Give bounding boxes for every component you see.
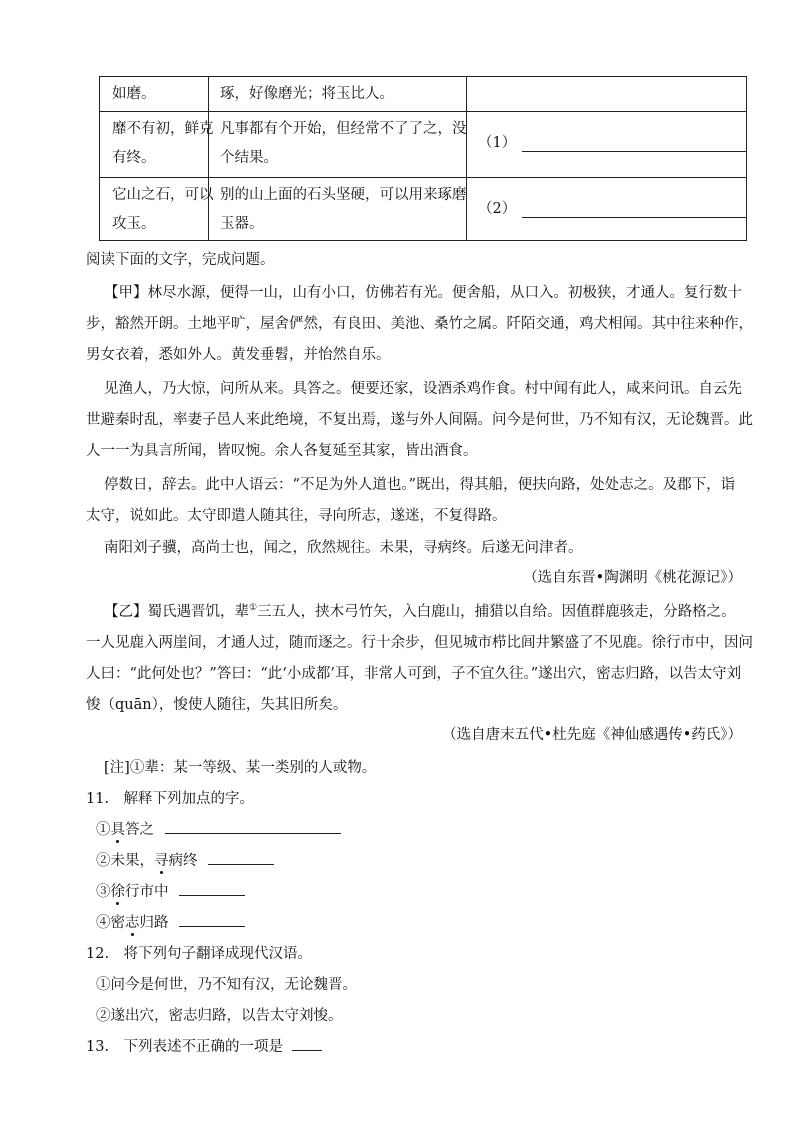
passage-jia-source: （选自东晋•陶渊明《桃花源记》） (523, 570, 742, 586)
table-cell: 琢，好像磨光；将玉比人。 (220, 86, 394, 102)
table-col-divider (208, 77, 209, 240)
table-cell: 玉器。 (220, 216, 264, 232)
question-11-item: ③徐行市中 (96, 880, 245, 901)
passage-jia-line: 世避秦时乱，率妻子邑人来此绝境，不复出焉，遂与外人间隔。问今是何世，乃不知有汉，无论魏晋。此 (86, 412, 753, 428)
table-cell: 攻玉。 (112, 216, 156, 232)
question-11-stem: 11. 解释下列加点的字。 (86, 791, 255, 807)
table-cell: 有终。 (112, 150, 156, 166)
question-13 (86, 1035, 322, 1056)
passage-yi-source: （选自唐末五代•杜先庭《神仙感遇传•药氏》） (442, 727, 742, 743)
answer-label: （1） (478, 135, 517, 151)
passage-jia-line: 人一一为具言所闻，皆叹惋。余人各复延至其家，皆出酒食。 (86, 443, 478, 459)
question-13-stem: 13. 下列表述不正确的一项是 (86, 1039, 284, 1055)
passage-yi-line: 一人见鹿入两崖间，才通人过，随而逐之。行十余步，但见城市栉比闾井繁盛了不见鹿。徐行市中，因问 (86, 635, 753, 651)
table-cell: 个结果。 (220, 150, 278, 166)
passage-yi-text: 【乙】蜀氏遇晋饥，辈 (104, 604, 249, 620)
table-row-divider (100, 177, 746, 178)
footnote-marker: ① (249, 603, 258, 614)
dotted-char: 徐 (110, 884, 125, 900)
comparison-table (99, 76, 747, 241)
passage-jia-line: 男女衣着，悉如外人。黄发垂髫，并怡然自乐。 (86, 347, 391, 363)
table-cell: 它山之石，可以 (112, 187, 214, 203)
passage-yi-line: 悛（quān），悛使人随往，失其旧所矣。 (86, 697, 348, 713)
table-cell: 别的山上面的石头坚硬，可以用来琢磨 (220, 187, 467, 203)
dotted-char: 寻 (154, 853, 169, 869)
table-row-divider (100, 111, 746, 112)
question-12-stem: 12. 将下列句子翻译成现代汉语。 (86, 946, 313, 962)
answer-blank[interactable] (292, 1036, 322, 1051)
answer-label: （2） (478, 201, 517, 217)
answer-blank[interactable] (522, 151, 746, 152)
passage-jia-line: 南阳刘子骥，高尚士也，闻之，欣然规往。未果，寻病终。后遂无问津者。 (104, 540, 583, 556)
footnote: [注]①辈：某一等级、某一类别的人或物。 (104, 760, 377, 776)
table-cell: 如磨。 (112, 86, 156, 102)
answer-blank[interactable] (179, 912, 245, 927)
answer-blank[interactable] (522, 217, 746, 218)
reading-instruction: 阅读下面的文字，完成问题。 (86, 252, 275, 268)
table-cell: 靡不有初，鲜克 (112, 121, 214, 137)
question-11-item: ①具答之 (96, 818, 341, 839)
passage-yi-line: 人曰：“此何处也？”答曰：“此‘小成都’耳，非常人可到，子不宜久往。”遂出穴，密志归路，以告太守刘 (86, 666, 742, 682)
question-12-item: ①问今是何世，乃不知有汉，无论魏晋。 (96, 977, 357, 993)
question-11-item: ②未果，寻病终 (96, 849, 274, 870)
answer-blank[interactable] (165, 819, 341, 834)
table-col-divider (466, 77, 467, 240)
table-cell: 凡事都有个开始，但经常不了了之，没 (220, 121, 467, 137)
dotted-char: 志 (125, 915, 140, 931)
passage-jia-line: 【甲】林尽水源，便得一山，山有小口，仿佛若有光。便舍船，从口入。初极狭，才通人。复行数十 (104, 285, 742, 301)
answer-blank[interactable] (208, 850, 274, 865)
question-12-item: ②遂出穴，密志归路，以告太守刘悛。 (96, 1008, 343, 1024)
dotted-char: 具 (110, 822, 125, 838)
answer-blank[interactable] (179, 881, 245, 896)
question-11-item: ④密志归路 (96, 911, 245, 932)
passage-yi-text: 三五人，挟木弓竹矢，入白鹿山，捕猎以自给。因值群鹿骇走，分路格之。 (257, 604, 736, 620)
passage-jia-line: 步，豁然开朗。土地平旷，屋舍俨然，有良田、美池、桑竹之属。阡陌交通，鸡犬相闻。其中往来种作， (86, 316, 753, 332)
passage-yi-line (104, 600, 736, 621)
passage-jia-line: 停数日，辞去。此中人语云：“不足为外人道也。”既出，得其船，便扶向路，处处志之。及郡下，诣 (104, 477, 736, 493)
passage-jia-line: 见渔人，乃大惊，问所从来。具答之。便要还家，设酒杀鸡作食。村中闻有此人，咸来问讯。自云先 (104, 381, 742, 397)
passage-jia-line: 太守，说如此。太守即遣人随其往，寻向所志，遂迷，不复得路。 (86, 508, 507, 524)
